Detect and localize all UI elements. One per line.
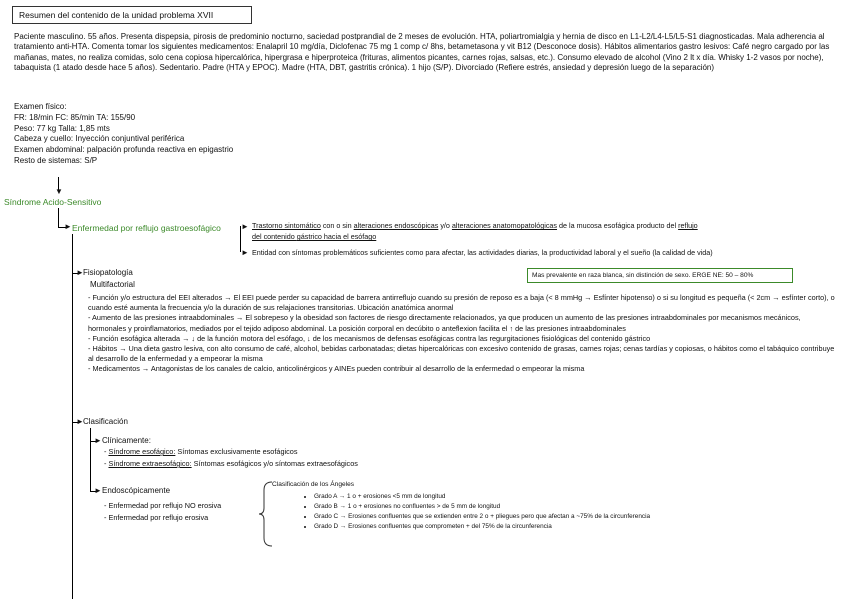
angeles-list bbox=[298, 492, 838, 532]
physio-point: - Función y/o estructura del EEI alterados → El EEI puede perder su capacidad de barrera antirreflujo cuando su presión de reposo es a baja (< 8 mmHg → Esfínter hipotenso) o si su longitud es pequeña (< 2cm → esfínter corto), o cuando esté aumenta la frecuencia y/o la duración de sus relajaciones transitorias. Ubicación anatómica anormal bbox=[88, 293, 835, 313]
arrow-right-icon: ► bbox=[94, 436, 102, 445]
physio-subheading: Multifactorial bbox=[90, 280, 135, 289]
arrow-down-icon: ▼ bbox=[55, 187, 63, 196]
arrow-right-icon: ► bbox=[241, 248, 249, 257]
angeles-grade: • Grado B → 1 o + erosiones no confluentes > de 5 mm de longitud bbox=[314, 502, 838, 512]
exam-heading: Examen físico: bbox=[14, 102, 67, 111]
def-text: y/o bbox=[438, 221, 452, 230]
clinical-term: Síndrome extraesofágico: bbox=[108, 459, 192, 468]
arrow-right-icon: ► bbox=[94, 486, 102, 495]
clinical-term: Síndrome esofágico: bbox=[108, 447, 176, 456]
endoscopic-heading: Endoscópicamente bbox=[102, 486, 171, 495]
classification-heading: Clasificación bbox=[83, 417, 128, 426]
clinical-item: - Síndrome esofágico: Síntomas exclusivamente esofágicos bbox=[104, 447, 298, 456]
physio-heading: Fisiopatología bbox=[83, 268, 133, 277]
syndrome-label: Síndrome Acido-Sensitivo bbox=[4, 197, 102, 207]
def-text: con o sin bbox=[320, 221, 354, 230]
endoscopic-item: - Enfermedad por reflujo NO erosiva bbox=[104, 501, 222, 510]
clinical-item: - Síndrome extraesofágico: Síntomas esofágicos y/o síntomas extraesofágicos bbox=[104, 459, 358, 468]
physio-point: - Aumento de las presiones intraabdominales → El sobrepeso y la obesidad son factores de riesgo directamente relacionados, ya que producen un aumento de las presiones intraabdominales por mecanismos mecánicos, hormonales y proinflamatorios, mediados por el tejido adiposo abdominal. La posición corporal en decúbito o anteflexion facilita el ↑ de las presiones intraabdominales bbox=[88, 313, 801, 333]
arrow-right-icon: ► bbox=[76, 268, 84, 277]
definition-line-3: Entidad con síntomas problemáticos suficientes como para afectar, las actividades diarias, la productividad laboral y el sueño (la calidad de vida) bbox=[252, 248, 713, 257]
angeles-grade: • Grado D → Erosiones confluentes que comprometen + del 75% de la circunferencia bbox=[314, 522, 838, 532]
exam-vitals: FR: 18/min FC: 85/min TA: 155/90 bbox=[14, 112, 136, 122]
def-term: alteraciones endoscópicas bbox=[353, 221, 439, 230]
angeles-grade: • Grado A → 1 o + erosiones <5 mm de longitud bbox=[314, 492, 838, 502]
connector-line bbox=[72, 234, 73, 599]
definition-line-2 bbox=[252, 233, 376, 242]
endoscopic-list bbox=[104, 500, 221, 524]
physio-point: - Función esofágica alterada → ↓ de la función motora del esófago, ↓ de los mecanismos de defensas esofágicas contra las regurgitaciones fisiológicas del contenido gástrico bbox=[88, 333, 651, 343]
exam-abdomen: Examen abdominal: palpación profunda reactiva en epigastrio bbox=[14, 145, 234, 155]
arrow-right-icon: ► bbox=[241, 222, 249, 231]
document-title: Resumen del contenido de la unidad problema XVII bbox=[12, 6, 252, 24]
connector-line bbox=[58, 208, 59, 228]
physio-point: - Hábitos → Una dieta gastro lesiva, con alto consumo de café, alcohol, bebidas carbonatadas; dietas hipercalóricas con excesivo contenido de grasas, carnes rojas; cenas tardías y copiosas, o hábitos como el tabáquico contribuye al desarrollo de la enfermedad y a empeorar la misma bbox=[88, 344, 835, 364]
exam-head-neck: Cabeza y cuello: Inyección conjuntival periférica bbox=[14, 134, 185, 144]
brace-icon bbox=[258, 480, 274, 548]
endoscopic-item: - Enfermedad por reflujo erosiva bbox=[104, 513, 209, 522]
def-term: gástrico hacia el esófago bbox=[296, 232, 377, 241]
def-term: alteraciones anatomopatológicas bbox=[451, 221, 558, 230]
clinical-text: Síntomas exclusivamente esofágicos bbox=[175, 447, 298, 456]
arrow-right-icon: ► bbox=[64, 222, 72, 231]
angeles-heading: Clasificación de los Ángeles bbox=[272, 481, 355, 488]
angeles-grade: • Grado C → Erosiones confluentes que se extienden entre 2 o + pliegues pero que afectan a ~75% de la circunferencia bbox=[314, 512, 838, 522]
def-text: de la mucosa esofágica producto del bbox=[557, 221, 679, 230]
physio-point: - Medicamentos → Antagonistas de los canales de calcio, anticolinérgicos y AINEs pueden contribuir al desarrollo de la enfermedad o empeorar la misma bbox=[88, 364, 585, 374]
def-term: del contenido bbox=[252, 232, 297, 241]
definition-line-1 bbox=[252, 222, 842, 231]
exam-rest: Resto de sistemas: S/P bbox=[14, 155, 98, 165]
physio-body bbox=[88, 293, 840, 375]
case-description: Paciente masculino. 55 años. Presenta dispepsia, pirosis de predominio nocturno, saciedad postprandial de 2 meses de evolución. HTA, poliartromialgia y hernia de disco en L1-L2/L4-L5/L5-S1 diagnosticadas. Mala adherencia al tratamiento anti-HTA. Comenta tomar los siguientes medicamentos: Enalapril 10 mg/día, Diclofenac 75 mg 1 comp c/ 8hs, betametasona y vit B12 (Desconoce dosis). Hábitos alimentarios gastro lesivos: Café negro cargado por las mañanas, mates, no realiza comidas, solo cena copiosa hipercalórica, hipergrasa e hiperproteica (frituras, alimentos picantes, carnes rojas, salsas, etc.). Consumo elevado de alcohol (Vino 2 lt x día. Whisky 1-2 vasos por noche), tabaquista (1 atado desde hace 5 años). Sedentario. Padre (HTA y EPOC). Madre (HTA, DBT, gastritis crónica). 1 hijo (S/P). Divorciado (Refiere estrés, ansiedad y depresión luego de la separación) bbox=[14, 32, 830, 73]
disease-label: Enfermedad por reflujo gastroesofágico bbox=[72, 223, 221, 233]
prevalence-note: Mas prevalente en raza blanca, sin distinción de sexo. ERGE NE: 50 – 80% bbox=[527, 268, 793, 283]
arrow-right-icon: ► bbox=[76, 417, 84, 426]
clinical-heading: Clínicamente: bbox=[102, 436, 151, 445]
def-term: reflujo bbox=[678, 221, 698, 230]
connector-line bbox=[90, 428, 91, 492]
def-term: Trastorno sintomático bbox=[252, 221, 321, 230]
physical-exam bbox=[14, 102, 233, 167]
clinical-text: Síntomas esofágicos y/o síntomas extraesofágicos bbox=[191, 459, 358, 468]
exam-anthropometry: Peso: 77 kg Talla: 1,85 mts bbox=[14, 123, 110, 133]
